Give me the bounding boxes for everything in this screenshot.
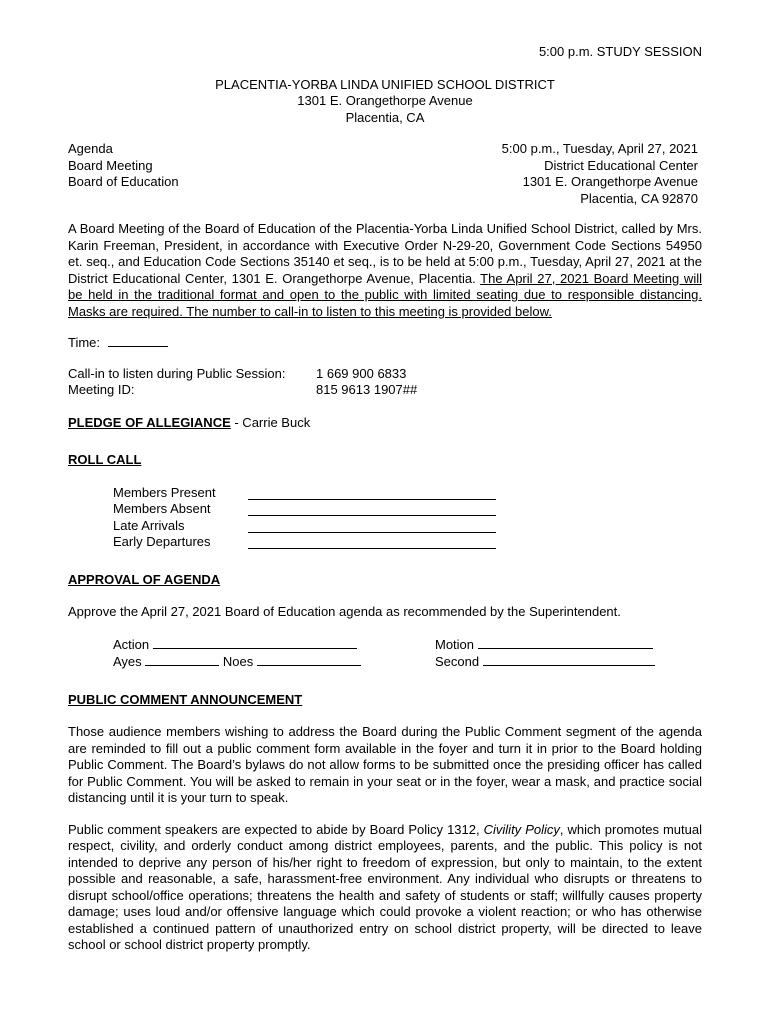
roll-item-members-absent: Members Absent [113,501,211,516]
roll-item-members-present: Members Present [113,484,216,500]
meeting-city: Placentia, CA 92870 [580,190,698,206]
intro-underlined-notice: The April 27, 2021 Board Meeting will be held in the traditional format and open to the public with limited seating due to responsible distancing. Masks are required. The number to call-in to listen to this meeting is provided below. [68,270,702,319]
roll-call-list [113,485,702,551]
approval-heading: APPROVAL OF AGENDA [68,571,221,587]
meeting-info-right [502,141,698,207]
roll-line [248,520,496,533]
call-in-block [68,366,702,399]
intro-text: A Board Meeting of the Board of Education of the Placentia-Yorba Linda Unified School District, called by Mrs. Karin Freeman, President, in accordance with Executive Order N-29-20, Government Code Sections 54950 et. seq., and Education Code Sections 35140 et seq., is to be held at 5:00 p.m., Tuesday, April 27, 2021 at the District Educational Center, 1301 E. Orangethorpe Avenue, Placentia. [68,221,702,286]
roll-call-heading: ROLL CALL [68,452,142,467]
board-meeting-label: Board Meeting [68,157,153,173]
civility-body: , which promotes mutual respect, civility, and orderly conduct among district employees, parents, and the public. This policy is not intended to deprive any person of his/her right to freedom of expression, but only to maintain, to the extent possible and reasonable, a safe, harassment-free environment. Any individual who disrupts or threatens to disrupt school/office operations; threatens the health and safety of students or staff; willfully causes property damage; uses loud and/or offensive language which could provoke a violent reaction; or who has otherwise established a continued pattern of unauthorized entry on school district property, will be directed to leave school or school district property promptly. [68,821,702,952]
action-blank [153,636,357,649]
intro-paragraph [68,221,702,320]
motion-label: Motion [435,636,475,652]
roll-item-late-arrivals: Late Arrivals [113,517,185,533]
ayes-noes-row [113,653,435,671]
board-of-education-label: Board of Education [68,174,179,189]
second-label: Second [435,654,480,669]
pledge-heading: PLEDGE OF ALLEGIANCE [68,414,231,430]
roll-line [248,536,496,549]
second-blank [483,653,655,666]
approval-text: Approve the April 27, 2021 Board of Education agenda as recommended by the Superintendent. [68,604,621,619]
district-street: 1301 E. Orangethorpe Avenue [297,93,473,108]
vote-block [113,636,702,671]
agenda-label: Agenda [68,141,113,156]
public-comment-paragraph-1: Those audience members wishing to address the Board during the Public Comment segment of the agenda are reminded to fill out a public comment form available in the foyer and turn it in prior to the Board holding Public Comment. The Board’s bylaws do not allow forms to be submitted once the presiding officer has called for Public Comment. You will be asked to remain in your seat or in the foyer, wear a mask, and practice social distancing until it is your turn to speak. [68,724,702,805]
action-row [113,636,435,654]
ayes-blank [145,653,219,666]
pledge-section [68,415,702,432]
meeting-datetime: 5:00 p.m., Tuesday, April 27, 2021 [501,141,698,156]
vote-right [435,636,655,671]
civility-intro: Public comment speakers are expected to abide by Board Policy 1312, [68,821,484,837]
district-name: PLACENTIA-YORBA LINDA UNIFIED SCHOOL DISTRICT [215,76,555,92]
district-header [68,77,702,127]
time-label: Time: [68,335,101,350]
pledge-leader: - Carrie Buck [230,414,311,430]
district-city: Placentia, CA [345,109,425,125]
public-comment-heading: PUBLIC COMMENT ANNOUNCEMENT [68,691,303,707]
public-comment-paragraph-2 [68,822,702,954]
motion-row [435,636,655,654]
call-in-label: Call-in to listen during Public Session: [68,365,286,381]
noes-blank [257,653,361,666]
roll-line [248,487,496,500]
ayes-label: Ayes [113,654,142,669]
meeting-id-value: 815 9613 1907## [316,382,418,397]
meeting-info [68,141,702,207]
roll-line [248,503,496,516]
meeting-id-label: Meeting ID: [68,382,135,397]
meeting-info-left [68,141,179,207]
call-in-number: 1 669 900 6833 [316,365,407,381]
vote-left [113,636,435,671]
meeting-street: 1301 E. Orangethorpe Avenue [522,174,698,189]
action-label: Action [113,636,150,652]
meeting-venue: District Educational Center [544,157,698,173]
roll-item-early-departures: Early Departures [113,534,211,549]
time-blank [108,334,168,347]
motion-blank [478,636,653,649]
second-row [435,653,655,671]
noes-label: Noes [222,654,254,669]
civility-policy-title: Civility Policy [483,821,560,837]
session-label: 5:00 p.m. STUDY SESSION [538,44,702,59]
time-row [68,334,702,352]
